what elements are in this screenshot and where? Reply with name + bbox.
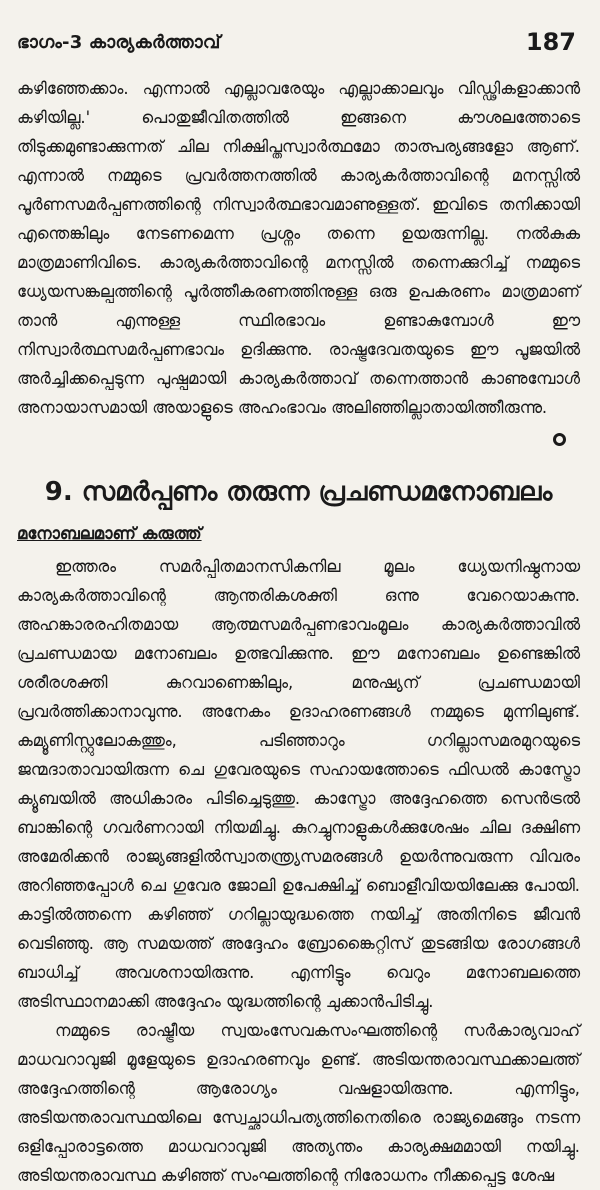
continued-paragraph: കഴിഞ്ഞേക്കാം. എന്നാൽ എല്ലാവരേയും എല്ലാക്കാലവും വിഡ്ഢികളാക്കാൻ കഴിയില്ല.' പൊതുജീവിതത്തിൽ ഇങ്ങനെ കൗശലത്തോടെ തിടുക്കമുണ്ടാക്കുന്നത് ചില നിക്ഷിപ്തസ്വാർത്ഥമോ താത്പര്യങ്ങളോ ആണ്. എന്നാൽ നമ്മുടെ പ്രവർത്തനത്തിൽ കാര്യകർത്താവിന്റെ മനസ്സിൽ പൂർണസമർപ്പണത്തിന്റെ നിസ്വാർത്ഥഭാവമാണുള്ളത്. ഇവിടെ തനിക്കായി എന്തെങ്കിലും നേടണമെന്ന പ്രശ്നം തന്നെ ഉയരുന്നില്ല. നൽകുക മാത്രമാണിവിടെ. കാര്യകർത്താവിന്റെ മനസ്സിൽ തന്നെക്കുറിച്ച് നമ്മുടെ ധ്യേയസങ്കല്പത്തിന്റെ പൂർത്തീകരണത്തിനുള്ള ഒരു ഉപകരണം മാത്രമാണ് താൻ എന്നുള്ള സ്ഥിരഭാവം ഉണ്ടാകുമ്പോൾ ഈ നിസ്വാർത്ഥസമർപ്പണഭാവം ഉദിക്കുന്നു. രാഷ്ട്രദേവതയുടെ ഈ പൂജയിൽ അർച്ചിക്കപ്പെടുന്ന പുഷ്പമായി കാര്യകർത്താവ് തന്നെത്താൻ കാണുമ്പോൾ അനായാസമായി അയാളുടെ അഹംഭാവം അലിഞ്ഞില്ലാതായിത്തീരുന്നു. bbox=[17, 79, 580, 417]
section-subheading: മനോബലമാണ് കരുത്ത് bbox=[17, 524, 202, 543]
body-paragraph-1: ഇത്തരം സമർപ്പിതമാനസികനില മൂലം ധ്യേയനിഷ്ഠനായ കാര്യകർത്താവിന്റെ ആന്തരികശക്തി ഒന്നു വേറെയാകുന്നു. അഹങ്കാരരഹിതമായ ആത്മസമർപ്പണഭാവംമൂലം കാര്യകർത്താവിൽ പ്രചണ്ഡമായ മനോബലം ഉത്ഭവിക്കുന്നു. ഈ മനോബലം ഉണ്ടെങ്കിൽ ശരീരശക്തി കുറവാണെങ്കിലും, മനുഷ്യന് പ്രചണ്ഡമായി പ്രവർത്തിക്കാനാവുന്നു. അനേകം ഉദാഹരണങ്ങൾ നമ്മുടെ മുന്നിലുണ്ട്. കമ്യൂണിസ്റ്റുലോകത്തും, പടിഞ്ഞാറും ഗറില്ലാസമരമുറയുടെ ജന്മദാതാവായിരുന്ന ചെ ഗുവേരയുടെ സഹായത്തോടെ ഫിഡൽ കാസ്ട്രോ ക്യൂബയിൽ അധികാരം പിടിച്ചെടുത്തു. കാസ്ട്രോ അദ്ദേഹത്തെ സെൻട്രൽ ബാങ്കിന്റെ ഗവർണറായി നിയമിച്ചു. കുറച്ചുനാളുകൾക്കുശേഷം ചില ദക്ഷിണ അമേരിക്കൻ രാജ്യങ്ങളിൽസ്വാതന്ത്ര്യസമരങ്ങൾ ഉയർന്നുവരുന്ന വിവരം അറിഞ്ഞപ്പോൾ ചെ ഗുവേര ജോലി ഉപേക്ഷിച്ച് ബൊളീവിയയിലേക്കു പോയി. കാട്ടിൽത്തന്നെ കഴിഞ്ഞ് ഗറില്ലായുദ്ധത്തെ നയിച്ച് അതിനിടെ ജീവൻ വെടിഞ്ഞു. ആ സമയത്ത് അദ്ദേഹം ബ്രോങ്കൈറ്റിസ് തുടങ്ങിയ രോഗങ്ങൾ ബാധിച്ച് അവശനായിരുന്നു. എന്നിട്ടും വെറും മനോബലത്തെ അടിസ്ഥാനമാക്കി അദ്ദേഹം യുദ്ധത്തിന്റെ ചുക്കാൻപിടിച്ചു. bbox=[17, 557, 580, 1011]
chapter-heading: 9. സമർപ്പണം തരുന്ന പ്രചണ്ഡമനോബലം bbox=[44, 477, 553, 507]
page-number: 187 bbox=[525, 28, 576, 56]
body-paragraph-2: നമ്മുടെ രാഷ്ട്രീയ സ്വയംസേവകസംഘത്തിന്റെ സർകാര്യവാഹ് മാധവറാവുജി മൂളേയുടെ ഉദാഹരണവും ഉണ്ട്. അടിയന്തരാവസ്ഥക്കാലത്ത് അദ്ദേഹത്തിന്റെ ആരോഗ്യം വഷളായിരുന്നു. എന്നിട്ടും, അടിയന്തരാവസ്ഥയിലെ സ്വേച്ഛാധിപത്യത്തിനെതിരെ രാജ്യമെങ്ങും നടന്ന ഒളിപ്പോരാട്ടത്തെ മാധവറാവുജി അത്യന്തം കാര്യക്ഷമമായി നയിച്ചു. അടിയന്തരാവസ്ഥ കഴിഞ്ഞ് സംഘത്തിന്റെ നിരോധനം നീക്കപ്പെട്ട ശേഷ bbox=[17, 1021, 580, 1185]
running-header bbox=[17, 28, 580, 60]
running-title: ഭാഗം-3 കാര്യകർത്താവ് bbox=[17, 32, 221, 53]
section-end-mark bbox=[17, 422, 580, 464]
circle-end-icon bbox=[553, 433, 566, 446]
